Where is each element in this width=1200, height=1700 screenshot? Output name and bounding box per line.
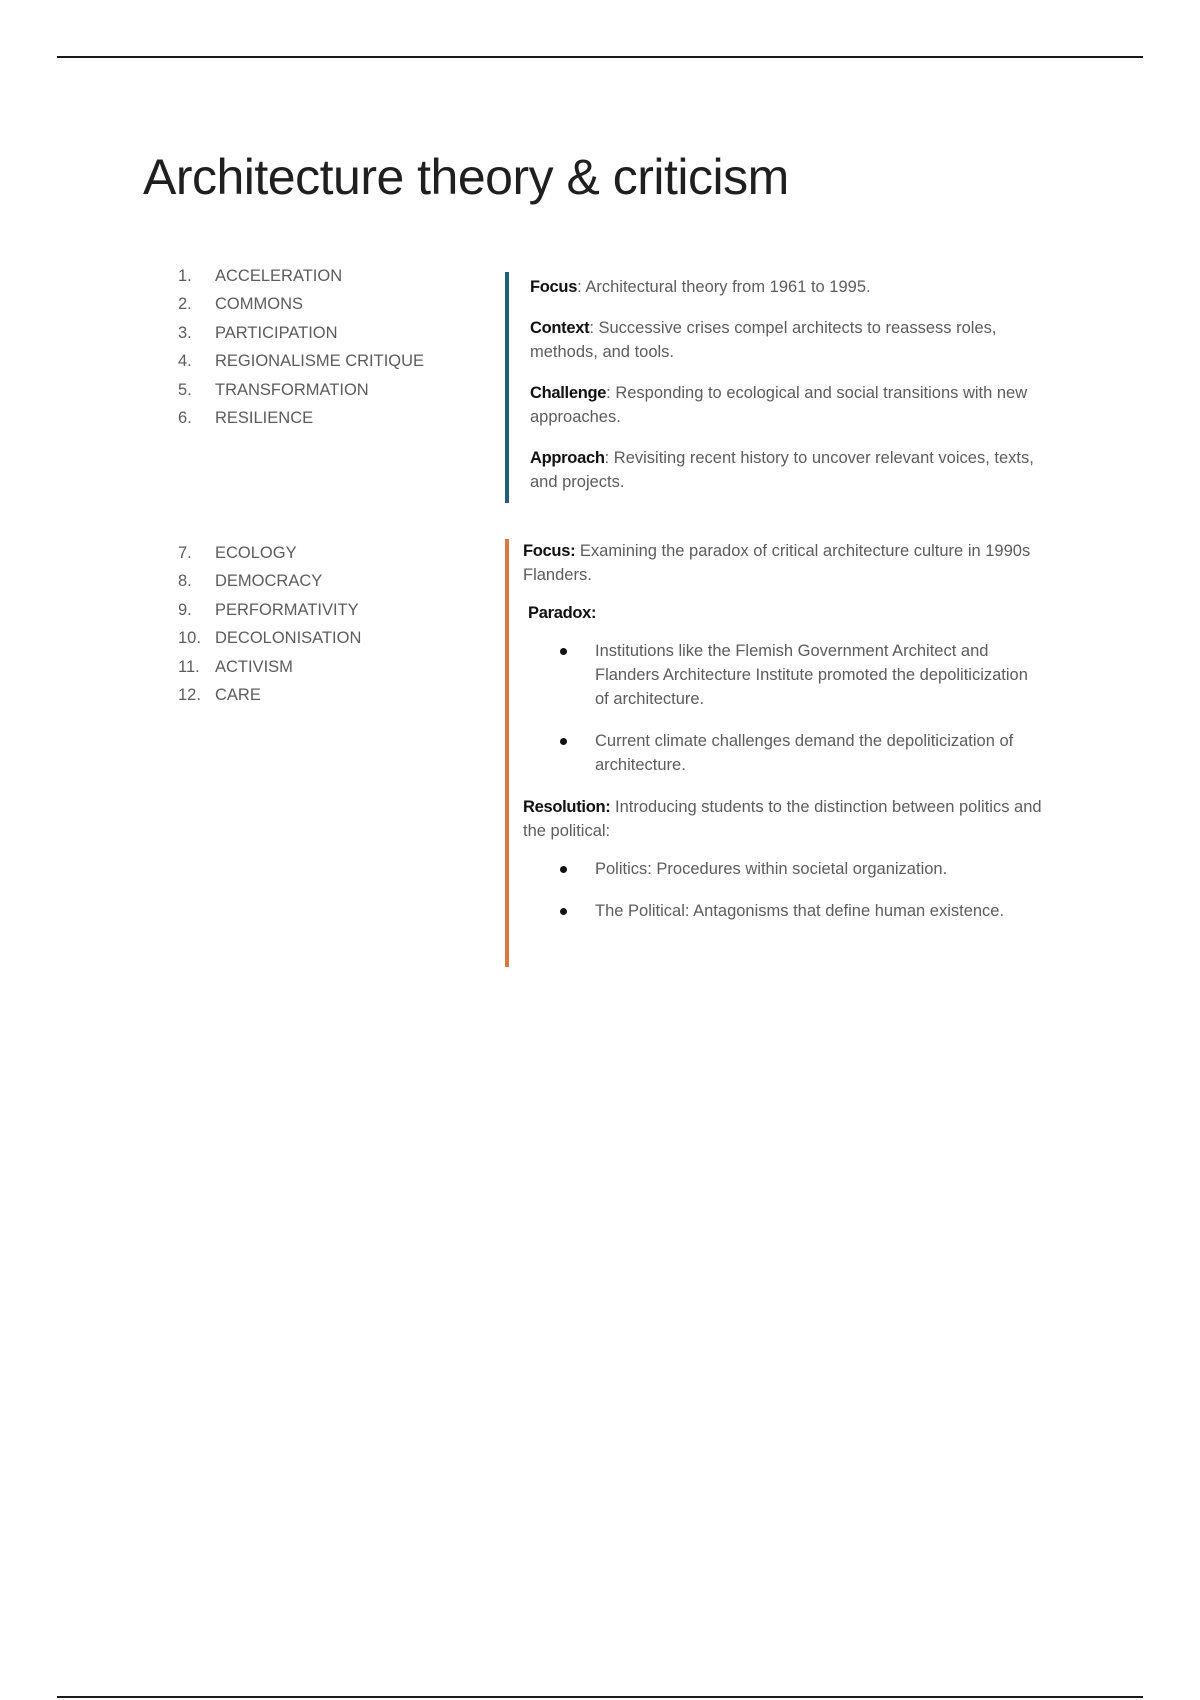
section-1-accent-bar xyxy=(505,272,509,503)
topic-number: 8. xyxy=(178,572,192,591)
topic-item xyxy=(178,291,424,320)
context-text: : Successive crises compel architects to reassess roles, methods, and tools. xyxy=(530,319,997,361)
topic-item xyxy=(178,568,361,597)
topic-number: 2. xyxy=(178,295,192,314)
topic-number: 6. xyxy=(178,409,192,428)
paradox-label: Paradox: xyxy=(528,604,597,622)
topic-number: 10. xyxy=(178,629,201,648)
resolution-paragraph xyxy=(523,795,1043,843)
section-1-panel xyxy=(530,275,1050,511)
topic-label: REGIONALISME CRITIQUE xyxy=(215,352,425,371)
bullet-item xyxy=(523,639,1043,711)
page-title: Architecture theory & criticism xyxy=(143,149,789,205)
topic-item xyxy=(178,319,424,348)
topic-label: ECOLOGY xyxy=(215,543,297,562)
topic-item xyxy=(178,682,361,711)
topic-list-1 xyxy=(178,262,424,433)
bullet-text: Institutions like the Flemish Government Architect and Flanders Architecture Institute promoted the depoliticization of architecture. xyxy=(595,642,1028,708)
bullet-item xyxy=(523,899,1043,923)
section-2-accent-bar xyxy=(505,539,509,967)
section-2-panel xyxy=(523,539,1043,941)
approach-label: Approach xyxy=(530,449,605,467)
challenge-paragraph xyxy=(530,381,1050,429)
topic-label: DEMOCRACY xyxy=(215,572,323,591)
focus-paragraph xyxy=(530,275,1050,299)
bullet-item xyxy=(523,729,1043,777)
bullet-dot-icon xyxy=(560,648,567,655)
topic-item xyxy=(178,539,361,568)
focus-paragraph xyxy=(523,539,1043,587)
focus-text: : Architectural theory from 1961 to 1995. xyxy=(577,278,871,296)
topic-label: ACCELERATION xyxy=(215,266,343,285)
topic-item xyxy=(178,262,424,291)
bottom-rule xyxy=(57,1696,1143,1698)
topic-label: PARTICIPATION xyxy=(215,323,338,342)
resolution-text: Introducing students to the distinction between politics and the political: xyxy=(523,798,1042,840)
resolution-bullet-list xyxy=(523,857,1043,923)
focus-label: Focus xyxy=(530,278,578,296)
topic-label: PERFORMATIVITY xyxy=(215,600,359,619)
topic-number: 12. xyxy=(178,686,201,705)
bullet-text: The Political: Antagonisms that define human existence. xyxy=(595,902,1005,920)
bullet-text: Politics: Procedures within societal organization. xyxy=(595,860,948,878)
topic-item xyxy=(178,348,424,377)
bullet-item xyxy=(523,857,1043,881)
topic-number: 7. xyxy=(178,543,192,562)
challenge-label: Challenge xyxy=(530,384,607,402)
topic-item xyxy=(178,405,424,434)
paradox-heading xyxy=(528,601,1043,625)
topic-label: ACTIVISM xyxy=(215,657,293,676)
topic-number: 5. xyxy=(178,380,192,399)
topic-list-2 xyxy=(178,539,361,710)
topic-item xyxy=(178,596,361,625)
topic-label: RESILIENCE xyxy=(215,409,314,428)
topic-number: 4. xyxy=(178,352,192,371)
focus-text: Examining the paradox of critical architecture culture in 1990s Flanders. xyxy=(523,542,1031,584)
bullet-text: Current climate challenges demand the depoliticization of architecture. xyxy=(595,732,1014,774)
topic-label: CARE xyxy=(215,686,261,705)
approach-paragraph xyxy=(530,446,1050,494)
topic-number: 3. xyxy=(178,323,192,342)
top-rule xyxy=(57,56,1143,58)
context-paragraph xyxy=(530,316,1050,364)
topic-label: COMMONS xyxy=(215,295,303,314)
topic-number: 11. xyxy=(178,657,200,676)
bullet-dot-icon xyxy=(560,866,567,873)
context-label: Context xyxy=(530,319,590,337)
challenge-text: : Responding to ecological and social transitions with new approaches. xyxy=(530,384,1028,426)
bullet-dot-icon xyxy=(560,908,567,915)
bullet-dot-icon xyxy=(560,738,567,745)
topic-item xyxy=(178,653,361,682)
topic-number: 9. xyxy=(178,600,192,619)
topic-label: TRANSFORMATION xyxy=(215,380,369,399)
resolution-label: Resolution: xyxy=(523,798,611,816)
topic-number: 1. xyxy=(178,266,192,285)
approach-text: : Revisiting recent history to uncover relevant voices, texts, and projects. xyxy=(530,449,1034,491)
topic-item xyxy=(178,376,424,405)
focus-label: Focus: xyxy=(523,542,576,560)
topic-item xyxy=(178,625,361,654)
paradox-bullet-list xyxy=(523,639,1043,777)
topic-label: DECOLONISATION xyxy=(215,629,362,648)
